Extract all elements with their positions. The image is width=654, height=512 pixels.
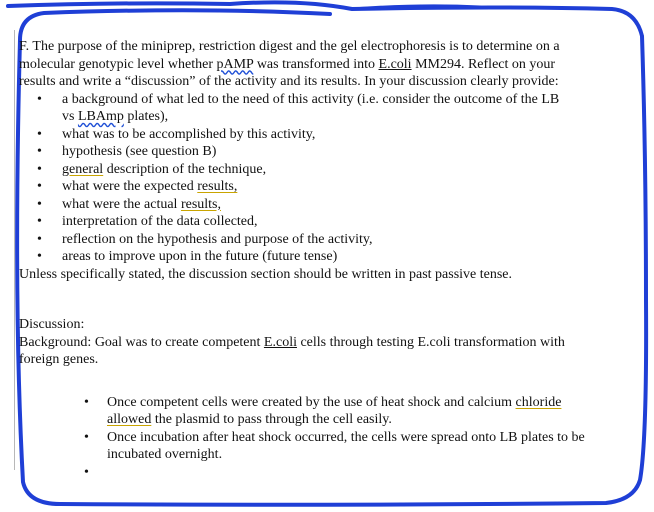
list-item: • areas to improve upon in the future (future tense)	[19, 248, 634, 266]
question-paragraph: F. The purpose of the miniprep, restriction digest and the gel electrophoresis is to determine on a molecular genotypic level whether pAMP was transformed into E.coli MM294. Reflect on your results and write a “discussion” of the activity and its results. In your discussion clearly provide:	[19, 39, 560, 89]
list-item: • what was to be accomplished by this activity,	[19, 126, 634, 144]
discussion-heading[interactable]: Discussion:	[19, 317, 85, 332]
list-item-empty[interactable]	[19, 464, 634, 482]
document-body	[19, 38, 634, 481]
closing-instruction: Unless specifically stated, the discussion section should be written in past passive tense.	[19, 266, 513, 282]
list-item: • hypothesis (see question B)	[19, 143, 634, 161]
plasmid-name: pAMP	[216, 56, 254, 72]
requirements-list	[19, 91, 634, 266]
list-item[interactable]: • Once competent cells were created by the use of heat shock and calcium chloride allowed the plasmid to pass through the cell easily.	[19, 394, 634, 429]
list-item: • a background of what led to the need of this activity (i.e. consider the outcome of the LB vs LBAmp plates),	[19, 91, 634, 126]
discussion-list[interactable]	[19, 394, 634, 482]
strain-name: E.coli	[378, 56, 412, 72]
list-item: • what were the expected results,	[19, 178, 634, 196]
page-left-edge	[14, 30, 15, 470]
list-item: • general description of the technique,	[19, 161, 634, 179]
list-item[interactable]: • Once incubation after heat shock occurred, the cells were spread onto LB plates to be incubated overnight.	[19, 429, 634, 464]
list-item: • what were the actual results,	[19, 196, 634, 214]
list-item: • interpretation of the data collected,	[19, 213, 634, 231]
background-paragraph[interactable]: Background: Goal was to create competent E.coli cells through testing E.coli transformation with foreign genes.	[19, 334, 565, 367]
list-item: • reflection on the hypothesis and purpose of the activity,	[19, 231, 634, 249]
